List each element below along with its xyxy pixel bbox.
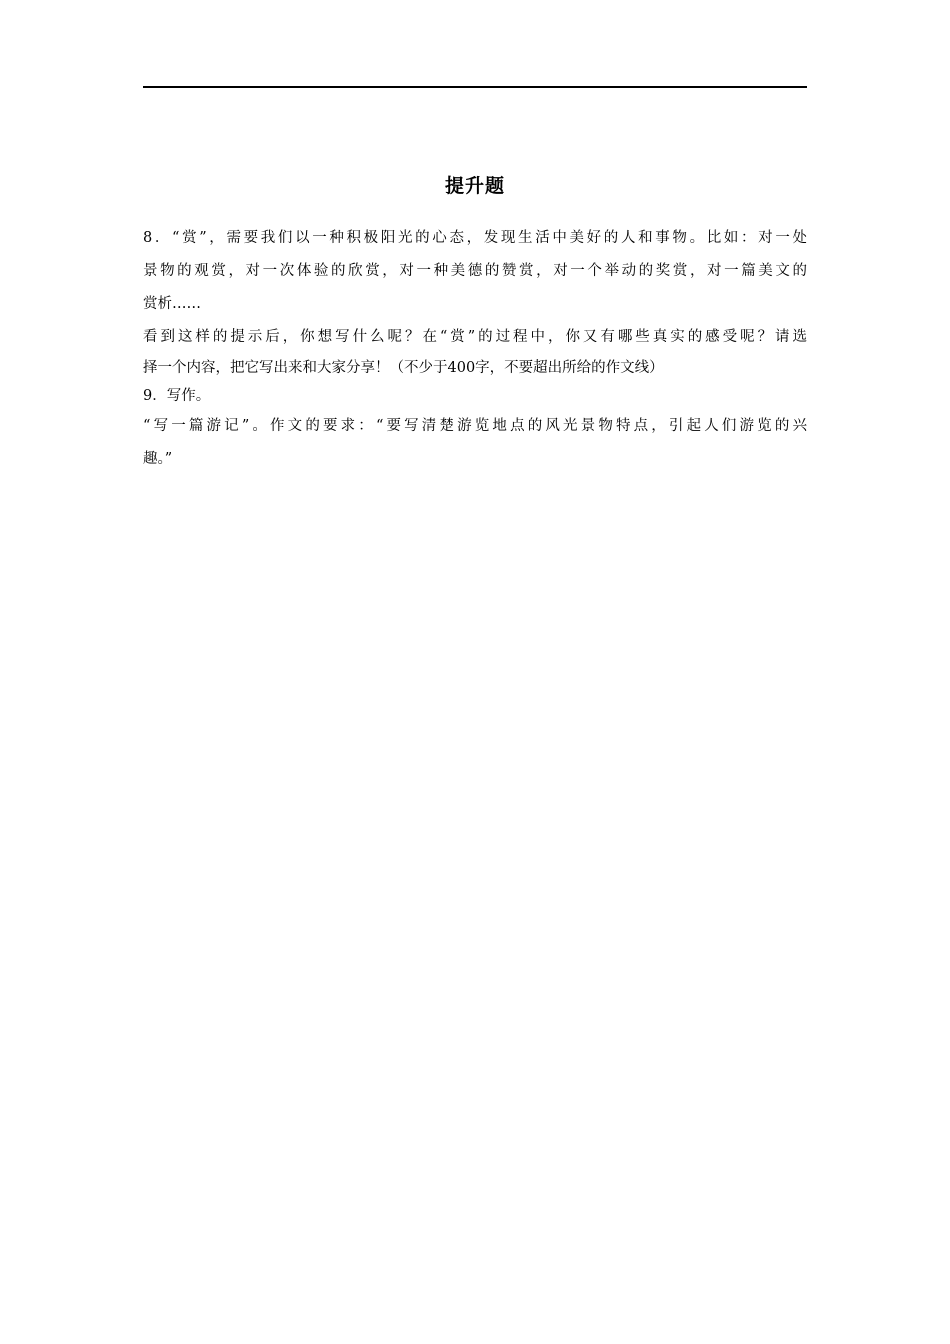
question-9-line-1: 9．写作。 <box>143 388 211 404</box>
question-8 <box>143 222 807 382</box>
header-rule <box>143 86 807 88</box>
section-title: 提升题 <box>444 175 505 197</box>
question-content <box>143 222 807 476</box>
question-8-line-5: 择一个内容，把它写出来和大家分享！（不少于400字，不要超出所给的作文线） <box>143 360 664 376</box>
question-9-line-3: 趣。” <box>143 451 173 467</box>
question-9 <box>143 382 807 476</box>
question-9-line-2: “写一篇游记”。作文的要求：“要写清楚游览地点的风光景物特点，引起人们游览的兴 <box>143 418 807 434</box>
question-8-line-3: 赏析…… <box>143 296 201 312</box>
question-8-line-4: 看到这样的提示后，你想写什么呢？在“赏”的过程中，你又有哪些真实的感受呢？请选 <box>143 329 807 345</box>
question-8-line-2: 景物的观赏，对一次体验的欣赏，对一种美德的赞赏，对一个举动的奖赏，对一篇美文的 <box>143 263 807 279</box>
question-8-line-1: 8．“赏”，需要我们以一种积极阳光的心态，发现生活中美好的人和事物。比如：对一处 <box>143 230 807 246</box>
